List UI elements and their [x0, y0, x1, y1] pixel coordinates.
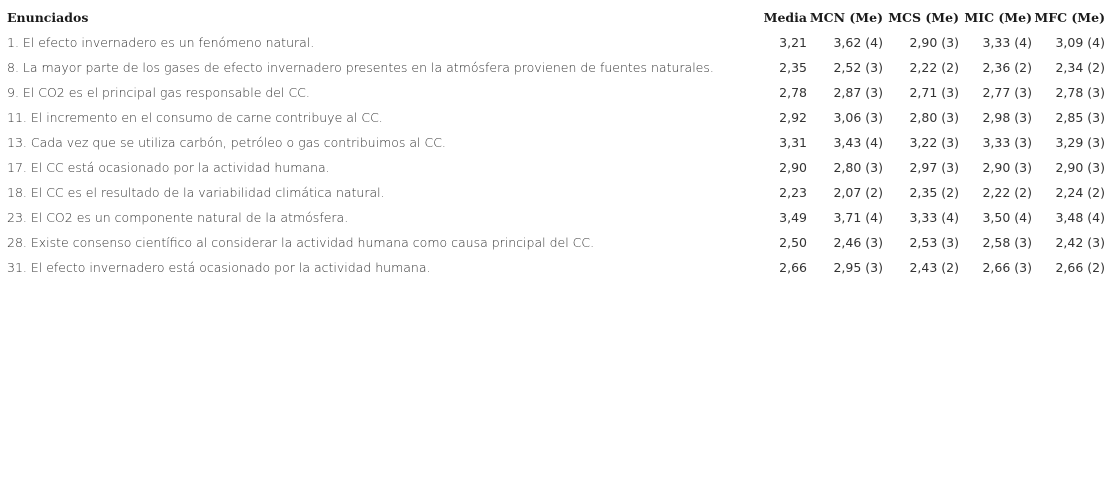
row-mcs: 2,71 (3) [909, 85, 959, 100]
table-row [7, 30, 1105, 55]
table-row [7, 80, 1105, 105]
row-media: 3,49 [779, 210, 807, 225]
row-mic: 2,58 (3) [982, 235, 1032, 250]
row-mic: 2,98 (3) [982, 110, 1032, 125]
row-mfc: 2,42 (3) [1055, 235, 1105, 250]
row-mcs: 2,90 (3) [909, 35, 959, 50]
row-mcs: 2,53 (3) [909, 235, 959, 250]
header-mcs: MCS (Me) [888, 10, 959, 25]
row-mcn: 2,07 (2) [833, 185, 883, 200]
row-mic: 3,33 (4) [982, 35, 1032, 50]
table-row [7, 155, 1105, 180]
row-media: 2,23 [779, 185, 807, 200]
row-mcn: 3,62 (4) [833, 35, 883, 50]
row-mfc: 3,09 (4) [1055, 35, 1105, 50]
row-media: 2,35 [779, 60, 807, 75]
table-row [7, 105, 1105, 130]
row-mcn: 2,46 (3) [833, 235, 883, 250]
row-mcs: 2,22 (2) [909, 60, 959, 75]
header-media: Media [763, 10, 807, 25]
row-mcs: 2,97 (3) [909, 160, 959, 175]
row-mfc: 2,34 (2) [1055, 60, 1105, 75]
row-mfc: 3,48 (4) [1055, 210, 1105, 225]
row-mfc: 2,85 (3) [1055, 110, 1105, 125]
row-mic: 2,77 (3) [982, 85, 1032, 100]
row-mcn: 3,43 (4) [833, 135, 883, 150]
row-mic: 2,22 (2) [982, 185, 1032, 200]
table-row [7, 205, 1105, 230]
row-statement: 28. Existe consenso científico al considerar la actividad humana como causa principal del CC. [7, 235, 595, 250]
row-statement: 13. Cada vez que se utiliza carbón, petróleo o gas contribuimos al CC. [7, 135, 446, 150]
row-mcn: 2,87 (3) [833, 85, 883, 100]
header-mcn: MCN (Me) [809, 10, 883, 25]
row-media: 2,50 [779, 235, 807, 250]
row-media: 2,78 [779, 85, 807, 100]
row-media: 3,21 [779, 35, 807, 50]
row-mcs: 2,43 (2) [909, 260, 959, 275]
row-media: 2,90 [779, 160, 807, 175]
row-statement: 23. El CO2 es un componente natural de la atmósfera. [7, 210, 349, 225]
row-mcn: 2,52 (3) [833, 60, 883, 75]
row-mic: 2,66 (3) [982, 260, 1032, 275]
header-row [7, 5, 1105, 30]
row-mcs: 3,33 (4) [909, 210, 959, 225]
row-mcs: 2,80 (3) [909, 110, 959, 125]
row-media: 3,31 [779, 135, 807, 150]
row-statement: 1. El efecto invernadero es un fenómeno natural. [7, 35, 315, 50]
table-header [7, 5, 1105, 30]
row-mfc: 2,24 (2) [1055, 185, 1105, 200]
row-mic: 3,50 (4) [982, 210, 1032, 225]
row-media: 2,92 [779, 110, 807, 125]
row-statement: 17. El CC está ocasionado por la actividad humana. [7, 160, 330, 175]
row-mic: 3,33 (3) [982, 135, 1032, 150]
row-mic: 2,90 (3) [982, 160, 1032, 175]
row-mfc: 2,90 (3) [1055, 160, 1105, 175]
row-mic: 2,36 (2) [982, 60, 1032, 75]
header-mfc: MFC (Me) [1034, 10, 1105, 25]
row-mcn: 3,71 (4) [833, 210, 883, 225]
table-row [7, 130, 1105, 155]
row-mfc: 2,78 (3) [1055, 85, 1105, 100]
row-mcs: 2,35 (2) [909, 185, 959, 200]
table-row [7, 255, 1105, 280]
row-statement: 18. El CC es el resultado de la variabilidad climática natural. [7, 185, 385, 200]
row-mcn: 3,06 (3) [833, 110, 883, 125]
row-mcn: 2,80 (3) [833, 160, 883, 175]
row-statement: 11. El incremento en el consumo de carne contribuye al CC. [7, 110, 383, 125]
table-row [7, 180, 1105, 205]
row-mcs: 3,22 (3) [909, 135, 959, 150]
statements-table [7, 5, 1105, 280]
row-statement: 31. El efecto invernadero está ocasionado por la actividad humana. [7, 260, 431, 275]
row-media: 2,66 [779, 260, 807, 275]
row-mcn: 2,95 (3) [833, 260, 883, 275]
row-statement: 8. La mayor parte de los gases de efecto invernadero presentes en la atmósfera provienen de fuentes naturales. [7, 60, 714, 75]
row-mfc: 3,29 (3) [1055, 135, 1105, 150]
header-mic: MIC (Me) [964, 10, 1032, 25]
table-body [7, 30, 1105, 280]
statements-table-container [7, 5, 1105, 280]
row-mfc: 2,66 (2) [1055, 260, 1105, 275]
header-statements: Enunciados [7, 10, 89, 25]
table-row [7, 230, 1105, 255]
table-row [7, 55, 1105, 80]
row-statement: 9. El CO2 es el principal gas responsable del CC. [7, 85, 310, 100]
